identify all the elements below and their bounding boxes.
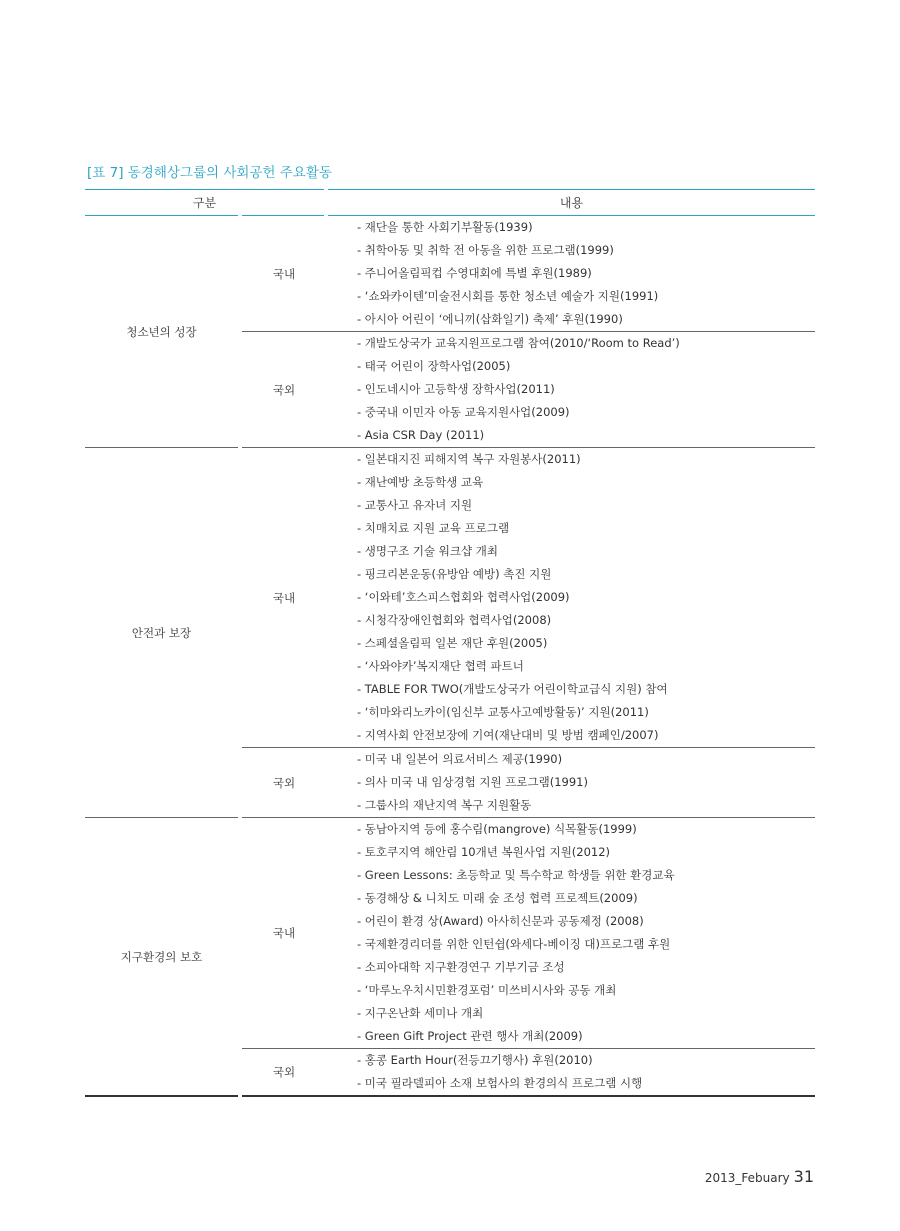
header-content: 내용: [326, 190, 815, 216]
list-item: - TABLE FOR TWO(개발도상국가 어린이학교급식 지원) 참여: [357, 682, 668, 696]
header-category: 구분: [85, 190, 326, 216]
list-item: - 주니어올림픽컵 수영대회에 특별 후원(1989): [357, 266, 592, 280]
subcategory-cell: 국외: [240, 332, 326, 448]
list-item: - 미국 필라델피아 소재 보험사의 환경의식 프로그램 시행: [357, 1076, 643, 1090]
list-item: - 태국 어린이 장학사업(2005): [357, 359, 511, 373]
list-item: - 시청각장애인협회와 협력사업(2008): [357, 613, 552, 627]
list-item: - ‘히마와리노카이(임신부 교통사고예방활동)’ 지원(2011): [357, 705, 649, 719]
list-item: - 인도네시아 고등학생 장학사업(2011): [357, 382, 555, 396]
list-item: - 스페셜올림픽 일본 재단 후원(2005): [357, 636, 548, 650]
items-cell: [326, 448, 815, 748]
list-item: - Green Gift Project 관련 행사 개최(2009): [357, 1029, 583, 1043]
items-cell: [326, 818, 815, 1049]
subcategory-cell: 국내: [272, 926, 296, 940]
list-item: - 의사 미국 내 임상경험 지원 프로그램(1991): [357, 775, 588, 789]
list-item: - 개발도상국가 교육지원프로그램 참여(2010/‘Room to Read’): [357, 336, 680, 350]
list-item: - 그룹사의 재난지역 복구 지원활동: [357, 798, 532, 812]
list-item: - 동경해상 & 니치도 미래 숲 조성 협력 프로젝트(2009): [357, 891, 638, 905]
page-footer: [705, 1167, 814, 1186]
list-item: - 일본대지진 피해지역 복구 자원봉사(2011): [357, 452, 581, 466]
list-item: - 교통사고 유자녀 지원: [357, 498, 473, 512]
list-item: - 동남아지역 등에 홍수림(mangrove) 식목활동(1999): [357, 822, 637, 836]
list-item: - ‘쇼와카이텐’미술전시회를 통한 청소년 예술가 지원(1991): [357, 289, 659, 303]
category-cell: 안전과 보장: [85, 448, 240, 818]
list-item: - ‘이와테’호스피스협회와 협력사업(2009): [357, 590, 570, 604]
list-item: - 국제환경리더를 위한 인턴쉽(와세다-베이징 대)프로그램 후원: [357, 937, 671, 951]
list-item: - 소피아대학 지구환경연구 기부기금 조성: [357, 960, 565, 974]
subcategory-cell: 국내: [272, 266, 296, 281]
list-item: - 지역사회 안전보장에 기여(재난대비 및 방범 캠페인/2007): [357, 728, 659, 742]
list-item: - 아시아 어린이 ‘에니끼(삽화일기) 축제’ 후원(1990): [357, 312, 623, 326]
subcategory-cell: 국내: [272, 590, 296, 605]
list-item: - 생명구조 기술 워크샵 개최: [357, 544, 498, 558]
list-item: - 재단을 통한 사회기부활동(1939): [357, 220, 533, 234]
subcategory-cell: 국외: [240, 748, 326, 818]
items-cell: [326, 332, 815, 448]
list-item: - 홍콩 Earth Hour(전등끄기행사) 후원(2010): [357, 1053, 593, 1067]
page-number: 31: [793, 1167, 814, 1186]
table-header-row: [85, 190, 815, 216]
items-cell: [326, 216, 815, 332]
list-item: - ‘사와야카’복지재단 협력 파트너: [357, 659, 524, 673]
category-cell: 청소년의 성장: [85, 216, 240, 448]
list-item: - ‘마루노우치시민환경포럼’ 미쓰비시사와 공동 개최: [357, 983, 617, 997]
list-item: - 취학아동 및 취학 전 아동을 위한 프로그램(1999): [357, 243, 614, 257]
list-item: - 중국내 이민자 아동 교육지원사업(2009): [357, 405, 570, 419]
list-item: - 재난예방 초등학생 교육: [357, 475, 484, 489]
activities-table: [85, 189, 815, 1097]
category-cell: 지구환경의 보호: [85, 818, 240, 1097]
list-item: - 핑크리본운동(유방암 예방) 촉진 지원: [357, 567, 552, 581]
items-cell: [326, 1049, 815, 1097]
list-item: - 미국 내 일본어 의료서비스 제공(1990): [357, 752, 563, 766]
list-item: - 어린이 환경 상(Award) 아사히신문과 공동제정 (2008): [357, 914, 644, 928]
table-row: [85, 216, 815, 332]
table-caption: [표 7] 동경해상그룹의 사회공헌 주요활동: [87, 165, 332, 181]
items-cell: [326, 748, 815, 818]
list-item: - 치매치료 지원 교육 프로그램: [357, 521, 510, 535]
list-item: - 토호쿠지역 해안림 10개년 복원사업 지원(2012): [357, 845, 611, 859]
list-item: - 지구온난화 세미나 개최: [357, 1006, 484, 1020]
list-item: - Green Lessons: 초등학교 및 특수학교 학생들 위한 환경교육: [357, 868, 675, 882]
subcategory-cell: 국외: [240, 1049, 326, 1097]
table-row: [85, 448, 815, 748]
table-row: [85, 818, 815, 1049]
issue-label: 2013_Febuary: [704, 1171, 790, 1185]
list-item: - Asia CSR Day (2011): [357, 428, 485, 442]
